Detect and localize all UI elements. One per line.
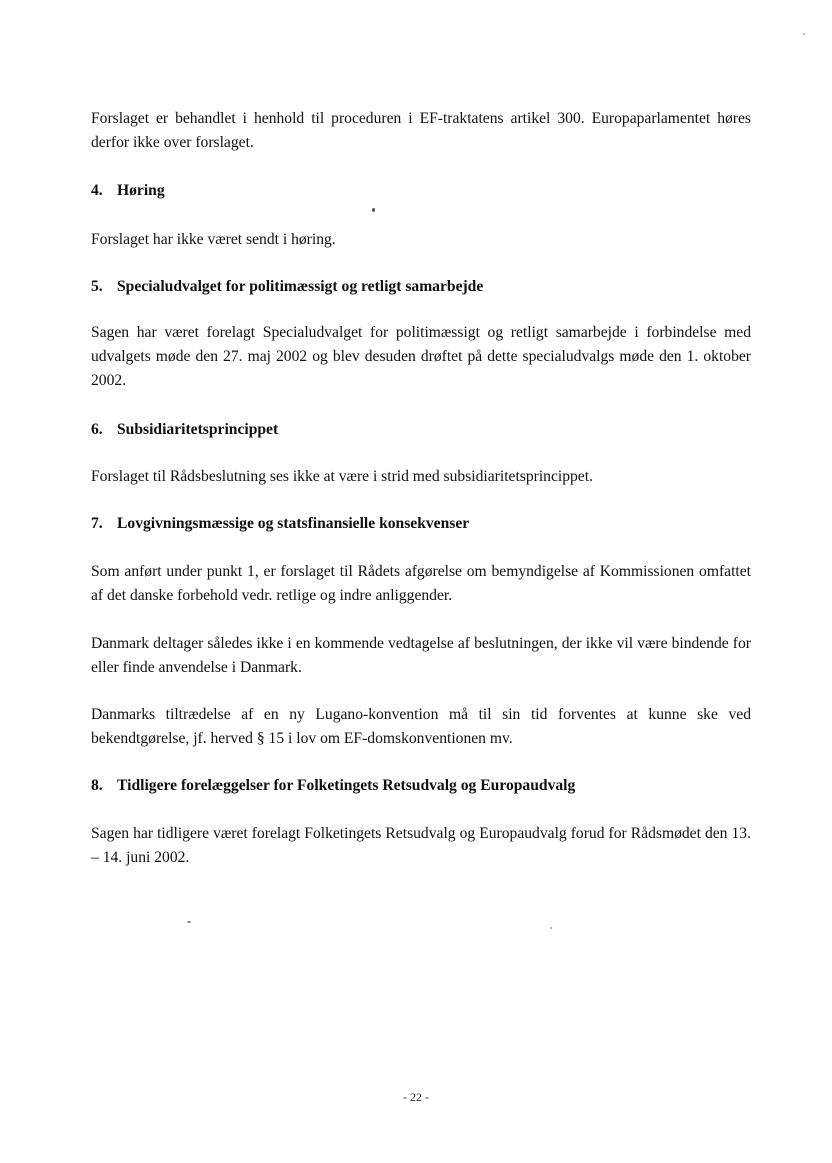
section-4-number: 4. — [91, 182, 103, 199]
section-4-title: Høring — [117, 182, 165, 199]
section-5-title: Specialudvalget for politimæssigt og retligt samarbejde — [117, 278, 484, 295]
section-7-paragraph-2: Danmark deltager således ikke i en kommende vedtagelse af beslutningen, der ikke vil være bindende for eller finde anvendelse i Danmark. — [91, 635, 751, 676]
section-6-paragraph-1: Forslaget til Rådsbeslutning ses ikke at være i strid med subsidiaritetsprincippet. — [91, 468, 593, 485]
section-8-title: Tidligere forelæggelser for Folketingets Retsudvalg og Europaudvalg — [117, 777, 576, 794]
section-6-title: Subsidiaritetsprincippet — [117, 421, 279, 438]
section-8-heading — [91, 774, 751, 798]
scan-speck — [803, 33, 805, 35]
section-5-number: 5. — [91, 278, 103, 295]
scan-speck — [550, 927, 552, 929]
section-6-number: 6. — [91, 421, 103, 438]
section-8-number: 8. — [91, 777, 103, 794]
scan-speck — [372, 208, 375, 212]
page-number: - 22 - — [403, 1090, 429, 1104]
section-6-heading — [91, 418, 751, 442]
section-7-heading — [91, 512, 751, 536]
section-7-title: Lovgivningsmæssige og statsfinansielle konsekvenser — [117, 515, 470, 532]
section-4-paragraph-1: Forslaget har ikke været sendt i høring. — [91, 231, 336, 248]
section-8-paragraph-1: Sagen har tidligere været forelagt Folketingets Retsudvalg og Europaudvalg forud for Rådsmødet den 13. – 14. juni 2002. — [91, 825, 751, 866]
section-4-heading — [91, 179, 751, 203]
section-7-paragraph-1: Som anført under punkt 1, er forslaget til Rådets afgørelse om bemyndigelse af Kommissionen omfattet af det danske forbehold vedr. retlige og indre anliggender. — [91, 563, 751, 604]
section-5-paragraph-1: Sagen har været forelagt Specialudvalget for politimæssigt og retligt samarbejde i forbindelse med udvalgets møde den 27. maj 2002 og blev desuden drøftet på dette specialudvalgs møde den 1. oktober 2002. — [91, 324, 751, 389]
intro-paragraph: Forslaget er behandlet i henhold til proceduren i EF-traktatens artikel 300. Europaparlamentet høres derfor ikke over forslaget. — [91, 110, 751, 151]
section-5-heading — [91, 275, 751, 299]
section-7-number: 7. — [91, 515, 103, 532]
section-7-paragraph-3: Danmarks tiltrædelse af en ny Lugano-konvention må til sin tid forventes at kunne ske ved bekendtgørelse, jf. herved § 15 i lov om EF-domskonventionen mv. — [91, 706, 751, 747]
scan-speck — [187, 921, 191, 923]
